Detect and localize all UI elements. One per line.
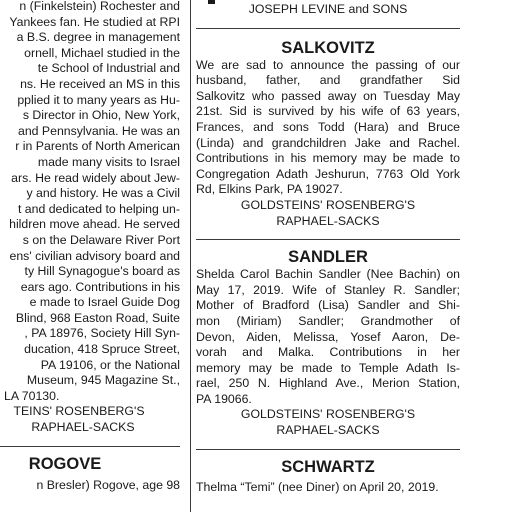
section-rule (196, 239, 460, 240)
obituary-line: ens' civilian advisory board and (9, 248, 180, 263)
obituary-line: t and dedicated to helping un- (17, 201, 180, 216)
left-column (0, 0, 180, 493)
obituary-line: made many visits to Israel (37, 154, 180, 169)
obituary-line: , PA 18976, Society Hill Syn- (24, 326, 180, 341)
funeral-home-line: RAPHAEL-SACKS (276, 213, 380, 228)
obituary-line: May 17, 2019. Wife of Stanley R. Sandler; (196, 282, 460, 297)
obituary-line: ars. He read widely about Jew- (11, 170, 180, 185)
obituary-line: Blind, 968 Easton Road, Suite (15, 310, 180, 325)
obituary-line: Yankees fan. He studied at RPI (9, 14, 180, 29)
obituary-line: ornell, Michael studied in the (24, 45, 180, 60)
funeral-home-line: RAPHAEL-SACKS (276, 423, 380, 438)
obituary-line: n (Finkelstein) Rochester and (19, 0, 180, 13)
left-obituary-text (0, 0, 180, 404)
obituary-line: ducation, 418 Spruce Street, (24, 342, 180, 357)
obituary-line: hildren move ahead. He served (9, 217, 180, 232)
column-divider (190, 0, 191, 512)
obituary-line: ty Hill Synagogue's board as (24, 264, 180, 279)
obituary-line: husband, father, and grandfather Sid (196, 73, 460, 88)
obituary-line: PA 19106, or the National (40, 357, 180, 372)
obituary-line: ears ago. Contributions in his (20, 279, 180, 294)
obituary-line: LA 70130. (4, 388, 60, 403)
obituary-heading: SCHWARTZ (281, 457, 375, 476)
obituary-sandler (196, 247, 460, 439)
obituary-line: r in Parents of North American (15, 139, 180, 154)
obituary-salkovitz (196, 38, 460, 230)
obituary-line: mon (Miriam) Sandler; Grandmother of (196, 313, 460, 328)
obituary-line: Devon, Aiden, Melissa, Yosef Aaron, De- (196, 329, 460, 344)
obituary-line: s Director in Ohio, New York, (22, 108, 180, 123)
obituary-line: We are sad to announce the passing of our (196, 57, 460, 72)
right-column (196, 0, 460, 495)
obituary-heading: ROGOVE (28, 454, 102, 473)
obituary-line: Contributions in his memory may be made to (196, 151, 460, 166)
obituary-text (196, 58, 460, 198)
obituary-line: PA 19066. (196, 391, 252, 406)
obituary-line: Shelda Carol Bachin Sandler (Nee Bachin) on (196, 267, 460, 282)
obituary-line: memory may be made to Temple Adath Is- (196, 360, 460, 375)
section-rule (196, 449, 460, 450)
section-rule (0, 446, 180, 447)
obituary-line: Salkovitz who passed away on Tuesday May (196, 88, 460, 103)
obituary-line: Thelma “Temi” (nee Diner) on April 20, 2019. (196, 479, 439, 494)
obituary-heading: SALKOVITZ (281, 38, 375, 57)
obituary-line: Congregation Adath Jeshurun, 7763 Old York (196, 166, 460, 181)
obituary-line: a B.S. degree in management (16, 30, 180, 45)
funeral-home-line: TEINS' ROSENBERG'S (13, 404, 145, 419)
obituary-line: (Linda) and grandchildren Jake and Rachel. (196, 135, 460, 150)
obituary-line: e made to Israel Guide Dog (29, 295, 180, 310)
obituary-line: Frances, and sons Todd (Hara) and Bruce (196, 119, 460, 134)
obituary-line: vorah and Malka. Contributions in her (196, 345, 460, 360)
obituary-line: rael, 250 N. Highland Ave., Merion Station, (196, 376, 460, 391)
obituary-line: pplied it to many years as Hu- (17, 92, 180, 107)
obituary-line: Mother of Bradford (Lisa) Sandler and Shi- (196, 298, 460, 313)
obituary-line: te School of Industrial and (37, 61, 180, 76)
section-rule (196, 28, 460, 29)
obituary-heading: SANDLER (288, 248, 368, 267)
funeral-home-credit: JOSEPH LEVINE and SONS (248, 2, 408, 16)
obituary-line: 21st. Sid is survived by his wife of 63 years, (196, 104, 460, 119)
obituary-text (196, 267, 460, 407)
funeral-home-line: GOLDSTEINS' ROSENBERG'S (240, 407, 416, 422)
obituary-line: n Bresler) Rogove, age 98 (36, 477, 180, 492)
obituary-line: Museum, 945 Magazine St., (26, 373, 180, 388)
obituary-line: and Pennsylvania. He was an (17, 123, 180, 138)
funeral-home-line: GOLDSTEINS' ROSENBERG'S (240, 197, 416, 212)
funeral-home-line: RAPHAEL-SACKS (31, 420, 135, 435)
obituary-line: y and history. He was a Civil (26, 186, 180, 201)
obituary-line: Rd, Elkins Park, PA 19027. (196, 182, 343, 197)
obituary-line: s on the Delaware River Port (22, 232, 180, 247)
obituary-line: ns. He received an MS in this (20, 76, 180, 91)
heading-fragment (208, 0, 215, 4)
